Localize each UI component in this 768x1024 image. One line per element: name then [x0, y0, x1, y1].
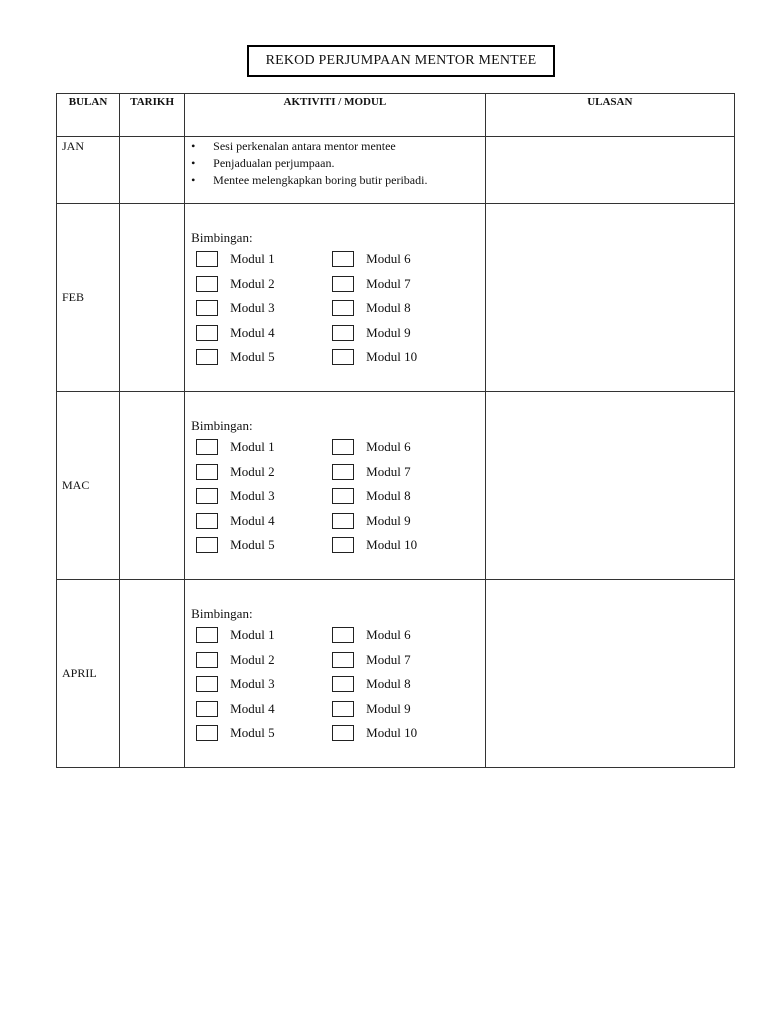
module-label: Modul 1 — [230, 439, 275, 455]
module-option[interactable] — [196, 484, 332, 509]
module-label: Modul 6 — [366, 251, 411, 267]
module-option[interactable] — [196, 721, 332, 746]
module-label: Modul 3 — [230, 300, 275, 316]
table-row-jan — [57, 137, 735, 204]
month-cell-april: APRIL — [57, 580, 120, 768]
header-tarikh: TARIKH — [120, 94, 185, 137]
aktiviti-cell-mac — [185, 392, 485, 580]
module-option[interactable] — [332, 697, 462, 722]
table-row-feb — [57, 204, 735, 392]
module-checklist — [196, 623, 484, 746]
module-option[interactable] — [332, 247, 462, 272]
mentor-record-table — [56, 93, 735, 768]
checkbox-icon[interactable] — [332, 276, 354, 292]
checkbox-icon[interactable] — [332, 627, 354, 643]
ulasan-cell-jan[interactable] — [485, 137, 734, 204]
ulasan-cell-feb[interactable] — [485, 204, 734, 392]
checkbox-icon[interactable] — [196, 652, 218, 668]
bullet-icon: • — [191, 139, 196, 153]
module-option[interactable] — [196, 296, 332, 321]
activity-list — [185, 138, 484, 189]
module-option[interactable] — [196, 345, 332, 370]
checkbox-icon[interactable] — [332, 464, 354, 480]
page-title: REKOD PERJUMPAAN MENTOR MENTEE — [247, 45, 555, 77]
aktiviti-cell-feb — [185, 204, 485, 392]
list-item — [191, 155, 484, 172]
checkbox-icon[interactable] — [332, 701, 354, 717]
module-option[interactable] — [196, 509, 332, 534]
bimbingan-label: Bimbingan: — [191, 230, 253, 245]
checkbox-icon[interactable] — [196, 488, 218, 504]
ulasan-cell-april[interactable] — [485, 580, 734, 768]
checkbox-icon[interactable] — [196, 725, 218, 741]
module-option[interactable] — [332, 721, 462, 746]
module-label: Modul 10 — [366, 349, 418, 365]
bimbingan-label: Bimbingan: — [191, 606, 253, 621]
header-aktiviti: AKTIVITI / MODUL — [185, 94, 485, 137]
module-option[interactable] — [196, 623, 332, 648]
checkbox-icon[interactable] — [332, 325, 354, 341]
tarikh-cell-feb[interactable] — [120, 204, 185, 392]
month-cell-jan: JAN — [57, 137, 120, 204]
module-label: Modul 8 — [366, 676, 411, 692]
module-label: Modul 5 — [230, 349, 275, 365]
checkbox-icon[interactable] — [196, 325, 218, 341]
module-label: Modul 1 — [230, 251, 275, 267]
checkbox-icon[interactable] — [196, 627, 218, 643]
module-label: Modul 1 — [230, 627, 275, 643]
aktiviti-cell-april — [185, 580, 485, 768]
module-checklist — [196, 247, 484, 370]
module-label: Modul 6 — [366, 627, 411, 643]
module-checklist — [196, 435, 484, 558]
module-label: Modul 7 — [366, 463, 411, 479]
module-option[interactable] — [332, 345, 462, 370]
month-cell-feb: FEB — [57, 204, 120, 392]
module-option[interactable] — [332, 435, 462, 460]
checkbox-icon[interactable] — [332, 676, 354, 692]
module-label: Modul 9 — [366, 324, 411, 340]
list-item — [191, 138, 484, 155]
ulasan-cell-mac[interactable] — [485, 392, 734, 580]
module-option[interactable] — [332, 321, 462, 346]
module-option[interactable] — [196, 272, 332, 297]
module-option[interactable] — [332, 509, 462, 534]
module-label: Modul 10 — [366, 537, 418, 553]
module-option[interactable] — [332, 623, 462, 648]
header-bulan: BULAN — [57, 94, 120, 137]
module-option[interactable] — [332, 648, 462, 673]
module-option[interactable] — [196, 247, 332, 272]
checkbox-icon[interactable] — [332, 513, 354, 529]
module-label: Modul 3 — [230, 488, 275, 504]
module-option[interactable] — [196, 321, 332, 346]
checkbox-icon[interactable] — [196, 349, 218, 365]
module-label: Modul 5 — [230, 725, 275, 741]
checkbox-icon[interactable] — [332, 300, 354, 316]
module-option[interactable] — [332, 272, 462, 297]
checkbox-icon[interactable] — [332, 488, 354, 504]
checkbox-icon[interactable] — [196, 439, 218, 455]
checkbox-icon[interactable] — [332, 652, 354, 668]
activity-text: Penjadualan perjumpaan. — [213, 156, 335, 170]
module-label: Modul 8 — [366, 488, 411, 504]
month-cell-mac: MAC — [57, 392, 120, 580]
checkbox-icon[interactable] — [196, 537, 218, 553]
bullet-icon: • — [191, 156, 196, 170]
header-ulasan: ULASAN — [485, 94, 734, 137]
module-label: Modul 4 — [230, 324, 275, 340]
list-item — [191, 172, 484, 189]
checkbox-icon[interactable] — [196, 251, 218, 267]
checkbox-icon[interactable] — [196, 464, 218, 480]
checkbox-icon[interactable] — [332, 725, 354, 741]
checkbox-icon[interactable] — [332, 439, 354, 455]
checkbox-icon[interactable] — [196, 276, 218, 292]
module-label: Modul 4 — [230, 700, 275, 716]
module-label: Modul 5 — [230, 537, 275, 553]
table-row-mac — [57, 392, 735, 580]
tarikh-cell-mac[interactable] — [120, 392, 185, 580]
module-option[interactable] — [332, 460, 462, 485]
checkbox-icon[interactable] — [332, 349, 354, 365]
module-label: Modul 8 — [366, 300, 411, 316]
module-label: Modul 2 — [230, 463, 275, 479]
aktiviti-cell-jan — [185, 137, 485, 204]
checkbox-icon[interactable] — [196, 676, 218, 692]
checkbox-icon[interactable] — [196, 701, 218, 717]
tarikh-cell-april[interactable] — [120, 580, 185, 768]
module-label: Modul 7 — [366, 651, 411, 667]
module-option[interactable] — [332, 672, 462, 697]
module-label: Modul 2 — [230, 275, 275, 291]
module-option[interactable] — [196, 435, 332, 460]
activity-text: Mentee melengkapkan boring butir peribadi. — [213, 173, 428, 187]
module-option[interactable] — [196, 672, 332, 697]
module-label: Modul 9 — [366, 700, 411, 716]
module-label: Modul 2 — [230, 651, 275, 667]
module-label: Modul 10 — [366, 725, 418, 741]
module-label: Modul 9 — [366, 512, 411, 528]
table-row-april — [57, 580, 735, 768]
header-row — [57, 94, 735, 137]
module-label: Modul 4 — [230, 512, 275, 528]
module-option[interactable] — [196, 697, 332, 722]
module-option[interactable] — [332, 484, 462, 509]
module-option[interactable] — [332, 296, 462, 321]
bullet-icon: • — [191, 173, 196, 187]
checkbox-icon[interactable] — [332, 537, 354, 553]
bimbingan-label: Bimbingan: — [191, 418, 253, 433]
module-option[interactable] — [196, 460, 332, 485]
module-option[interactable] — [196, 533, 332, 558]
checkbox-icon[interactable] — [196, 513, 218, 529]
module-label: Modul 7 — [366, 275, 411, 291]
module-label: Modul 6 — [366, 439, 411, 455]
module-option[interactable] — [196, 648, 332, 673]
module-label: Modul 3 — [230, 676, 275, 692]
checkbox-icon[interactable] — [332, 251, 354, 267]
tarikh-cell-jan[interactable] — [120, 137, 185, 204]
module-option[interactable] — [332, 533, 462, 558]
checkbox-icon[interactable] — [196, 300, 218, 316]
activity-text: Sesi perkenalan antara mentor mentee — [213, 139, 396, 153]
